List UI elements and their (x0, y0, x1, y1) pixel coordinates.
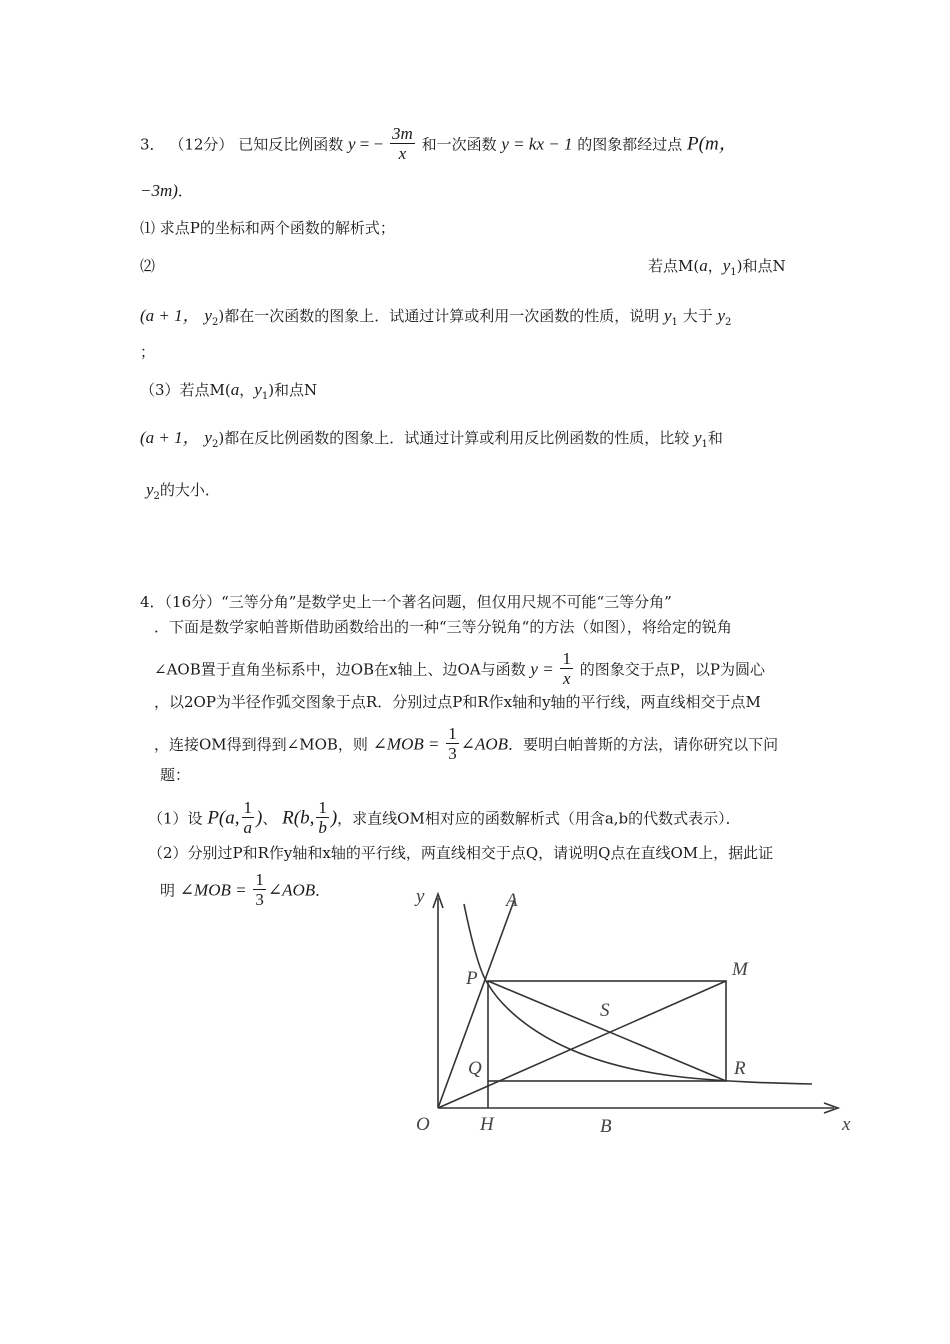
q3-part2-line2: (a + 1， $y_2$)都在一次函数的图象上．试通过计算或利用一次函数的性质，说明 $y_1$ 大于 $y_2$ (140, 306, 732, 328)
q3-point-end: −3m) (140, 181, 178, 200)
label-y: y (416, 886, 425, 907)
q3-part2-tail: 若点M(a，$y_1$)和点N (648, 256, 786, 278)
q4-sub2-line1: （2）分别过P和R作y轴和x轴的平行线，两直线相交于点Q，请说明Q点在直线OM上，据此证 (148, 844, 774, 862)
label-P: P (466, 968, 478, 989)
q4-frac-one-over-x: $\frac{1}{x}$ (562, 649, 571, 688)
q4-sub1: （1）设 P(a, $\frac{1}{a}$ )、 R(b, $\frac{1}{b}$ )，求直线OM相对应的函数解析式（用含a,b的代数式表示）． (148, 798, 741, 837)
q4-frac-one-third-b: $\frac{1}{3}$ (255, 870, 264, 909)
q3-eq-minus: = − (355, 134, 384, 154)
label-H: H (480, 1114, 494, 1135)
q3-frac-num: 3m (392, 124, 413, 143)
q4-frac-one-third-a: $\frac{1}{3}$ (448, 724, 457, 763)
q3-part3-line2: (a + 1， $y_2$)都在反比例函数的图象上．试通过计算或利用反比例函数的性质，比较 $y_1$和 (140, 428, 723, 450)
q3-part3-line1: （3）若点M(a，$y_1$)和点N (140, 380, 318, 402)
label-M: M (732, 959, 748, 980)
label-R: R (734, 1058, 746, 1079)
q3-point-end-punct: ． (177, 182, 193, 200)
q3-part3-line3: $y_2$的大小． (146, 480, 220, 502)
hyperbola-curve (464, 904, 812, 1084)
q4-line3: ∠AOB置于直角坐标系中，边OB在x轴上、边OA与函数 y = $\frac{1}{x}$ 的图象交于点P，以P为圆心 (154, 649, 765, 688)
q3-point-start: P(m， (687, 133, 738, 155)
q3-semicolon: ； (140, 343, 156, 361)
q4-line5: ，连接OM得到得到∠MOB，则 ∠MOB = $\frac{1}{3}$ ∠AOB．要明白帕普斯的方法，请你研究以下问 (154, 724, 779, 763)
q3-y-symbol: y (348, 134, 356, 154)
q4-sub2-line2: 明 ∠MOB = $\frac{1}{3}$ ∠AOB． (160, 870, 331, 909)
label-A: A (506, 890, 518, 911)
q3-line2 (140, 181, 193, 201)
label-Q: Q (468, 1058, 482, 1079)
q3-number: 3． (140, 135, 165, 154)
label-O: O (416, 1114, 430, 1135)
label-x: x (842, 1114, 851, 1135)
q3-line1 (140, 126, 738, 165)
q3-part2-label: ⑵ (140, 257, 156, 275)
q3-intro: 已知反比例函数 (238, 135, 344, 154)
q3-fraction (390, 124, 415, 163)
q3-linear-expr: y = kx − 1 (501, 134, 573, 154)
q4-line4: ，以2OP为半径作弧交图象于点R．分别过点P和R作x轴和y轴的平行线，两直线相交于点M (154, 693, 761, 711)
segment-OM (438, 981, 726, 1108)
q4-line1: 4．（16分）“三等分角”是数学史上一个著名问题，但仅用尺规不可能“三等分角” (140, 593, 672, 611)
q4-line2: ．下面是数学家帕普斯借助函数给出的一种“三等分锐角“的方法（如图），将给定的锐角 (154, 618, 732, 636)
q3-score: （12分） (169, 135, 234, 154)
trisection-figure (402, 878, 872, 1138)
label-S: S (600, 1000, 610, 1021)
label-B: B (600, 1116, 612, 1137)
q3-and-linear: 和一次函数 (421, 135, 497, 154)
q3-frac-den: x (398, 144, 407, 163)
q4-line6: 题： (160, 766, 191, 784)
q3-passes-point: 的图象都经过点 (577, 135, 683, 154)
q3-part1: ⑴ 求点P的坐标和两个函数的解析式； (140, 219, 395, 237)
